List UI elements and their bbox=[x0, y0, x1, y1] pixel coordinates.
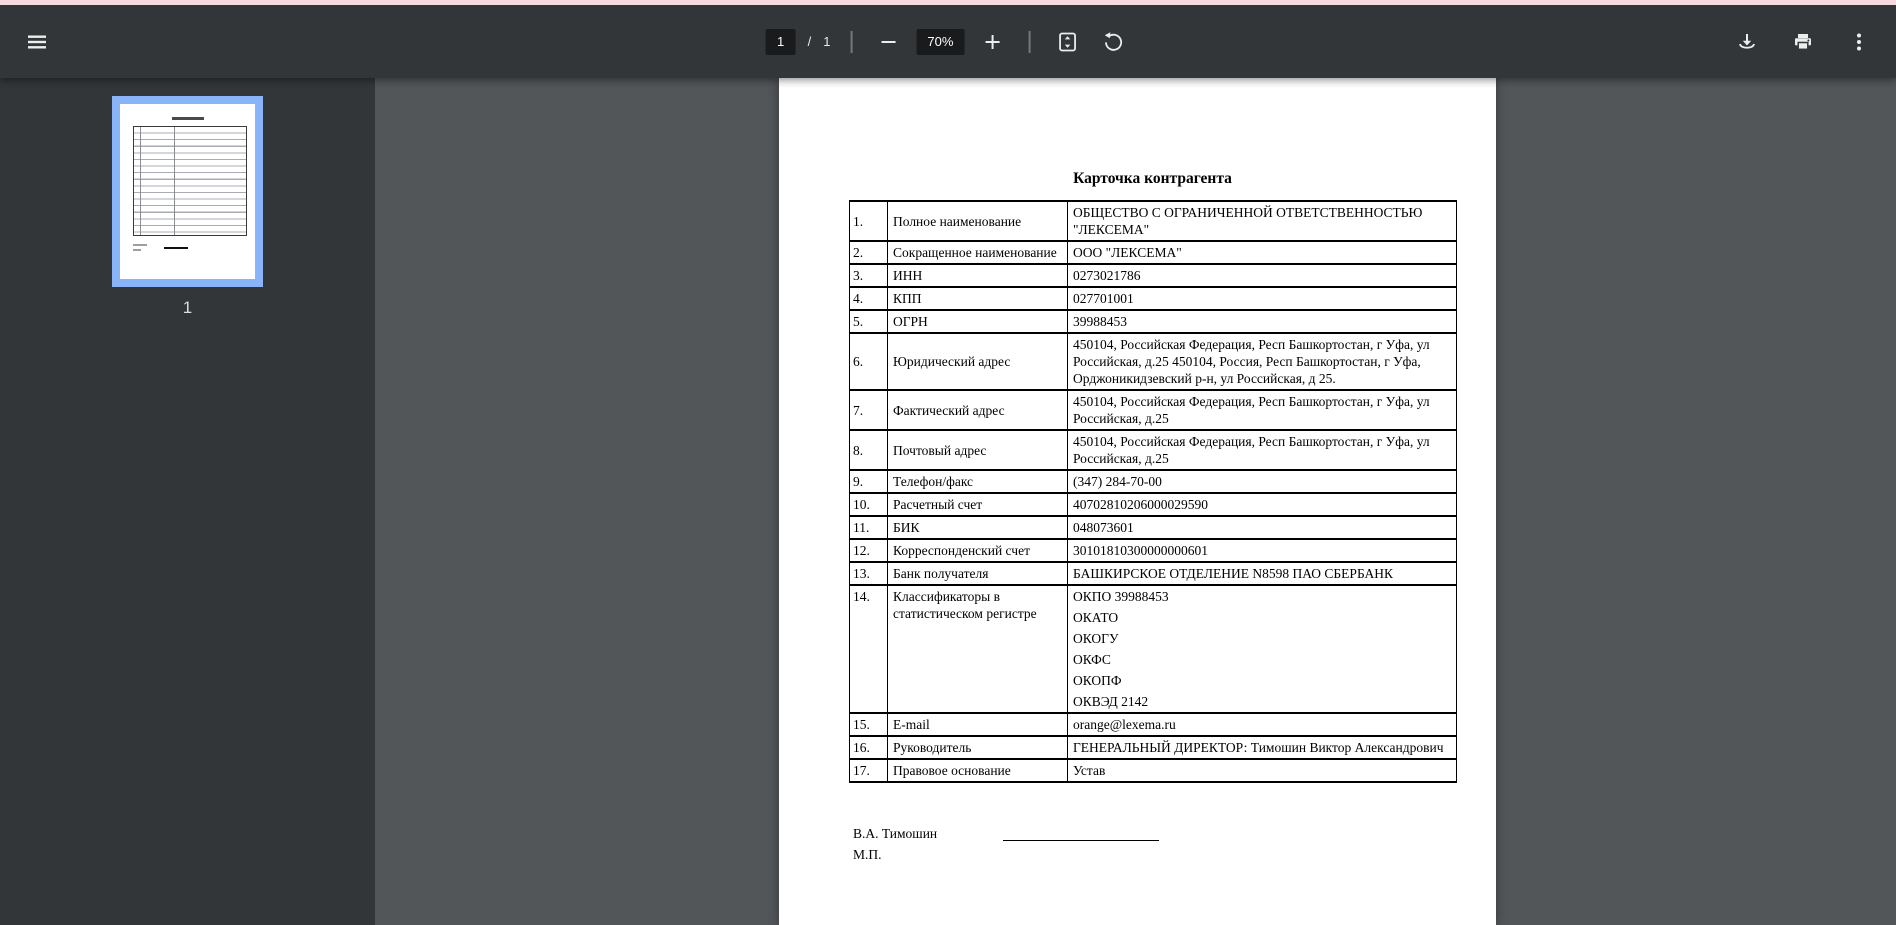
row-number-cell: 16. bbox=[850, 736, 888, 759]
thumbnail-mini-signer bbox=[133, 244, 147, 246]
classifier-line: ОКФС bbox=[1073, 652, 1111, 667]
table-row bbox=[850, 390, 1457, 430]
row-label-cell: Сокращенное наименование bbox=[888, 241, 1068, 264]
row-value-cell: 30101810300000000601 bbox=[1068, 539, 1457, 562]
row-number-cell: 11. bbox=[850, 516, 888, 539]
minus-icon bbox=[878, 32, 898, 52]
toolbar-right-controls bbox=[1730, 25, 1876, 59]
classifier-line: ОКПО 39988453 bbox=[1073, 589, 1169, 604]
document-viewport[interactable] bbox=[375, 78, 1896, 925]
plus-icon bbox=[982, 32, 1002, 52]
row-label-cell: Банк получателя bbox=[888, 562, 1068, 585]
row-label-cell: ИНН bbox=[888, 264, 1068, 287]
row-number-cell: 14. bbox=[850, 585, 888, 713]
rotate-counterclockwise-icon bbox=[1102, 31, 1124, 53]
stamp-abbreviation: М.П. bbox=[853, 847, 882, 862]
download-button[interactable] bbox=[1730, 25, 1764, 59]
fit-to-page-icon bbox=[1056, 31, 1078, 53]
browser-top-strip bbox=[0, 0, 1896, 5]
classifier-line: ОКОПФ bbox=[1073, 673, 1122, 688]
row-value-cell bbox=[1068, 585, 1457, 713]
thumbnail-mini-table bbox=[133, 126, 247, 236]
row-value-cell: 048073601 bbox=[1068, 516, 1457, 539]
classifier-line: ОКОГУ bbox=[1073, 631, 1119, 646]
table-row bbox=[850, 264, 1457, 287]
row-label-cell: Правовое основание bbox=[888, 759, 1068, 782]
table-row bbox=[850, 493, 1457, 516]
row-label-cell: Корреспонденский счет bbox=[888, 539, 1068, 562]
page-divider: / bbox=[807, 34, 812, 49]
table-row bbox=[850, 310, 1457, 333]
row-label-cell: Полное наименование bbox=[888, 201, 1068, 241]
row-label-cell: БИК bbox=[888, 516, 1068, 539]
row-value-cell: orange@lexema.ru bbox=[1068, 713, 1457, 736]
row-value-cell: 39988453 bbox=[1068, 310, 1457, 333]
row-value-cell: 0273021786 bbox=[1068, 264, 1457, 287]
row-value-cell: 027701001 bbox=[1068, 287, 1457, 310]
table-row bbox=[850, 201, 1457, 241]
row-number-cell: 15. bbox=[850, 713, 888, 736]
hamburger-icon bbox=[26, 31, 48, 53]
row-label-cell: Расчетный счет bbox=[888, 493, 1068, 516]
row-number-cell: 5. bbox=[850, 310, 888, 333]
row-number-cell: 1. bbox=[850, 201, 888, 241]
row-number-cell: 3. bbox=[850, 264, 888, 287]
row-value-cell: 450104, Российская Федерация, Респ Башкортостан, г Уфа, ул Российская, д.25 bbox=[1068, 390, 1457, 430]
table-row bbox=[850, 539, 1457, 562]
document-footer bbox=[853, 823, 937, 865]
zoom-in-button[interactable] bbox=[976, 26, 1008, 58]
table-row bbox=[850, 713, 1457, 736]
table-row bbox=[850, 333, 1457, 390]
thumbnail-mini-title bbox=[172, 117, 204, 120]
page-number-input[interactable] bbox=[766, 29, 796, 55]
page-thumbnail[interactable] bbox=[112, 96, 263, 287]
row-value-cell: 450104, Российская Федерация, Респ Башкортостан, г Уфа, ул Российская, д.25 bbox=[1068, 430, 1457, 470]
contractor-table bbox=[849, 200, 1457, 783]
table-row bbox=[850, 516, 1457, 539]
download-icon bbox=[1736, 31, 1758, 53]
zoom-out-button[interactable] bbox=[872, 26, 904, 58]
row-number-cell: 4. bbox=[850, 287, 888, 310]
table-row bbox=[850, 759, 1457, 782]
row-number-cell: 12. bbox=[850, 539, 888, 562]
row-value-cell: (347) 284-70-00 bbox=[1068, 470, 1457, 493]
row-value-cell: БАШКИРСКОЕ ОТДЕЛЕНИЕ N8598 ПАО СБЕРБАНК bbox=[1068, 562, 1457, 585]
thumbnail-mini-signature-line bbox=[164, 247, 188, 249]
row-label-cell: ОГРН bbox=[888, 310, 1068, 333]
row-number-cell: 2. bbox=[850, 241, 888, 264]
print-button[interactable] bbox=[1786, 25, 1820, 59]
classifier-line: ОКВЭД 2142 bbox=[1073, 694, 1149, 709]
row-value-cell: 450104, Российская Федерация, Респ Башкортостан, г Уфа, ул Российская, д.25 450104, Россия, Респ Башкортостан, г Уфа, Орджоникидзевский р-н, ул Российская, д 25. bbox=[1068, 333, 1457, 390]
row-value-cell: ОБЩЕСТВО С ОГРАНИЧЕННОЙ ОТВЕТСТВЕННОСТЬЮ "ЛЕКСЕМА" bbox=[1068, 201, 1457, 241]
row-value-cell: ООО "ЛЕКСЕМА" bbox=[1068, 241, 1457, 264]
print-icon bbox=[1792, 31, 1814, 53]
thumbnail-mini-stamp bbox=[133, 249, 141, 251]
table-row bbox=[850, 430, 1457, 470]
table-row bbox=[850, 287, 1457, 310]
signer-name: В.А. Тимошин bbox=[853, 826, 938, 841]
row-value-cell: 40702810206000029590 bbox=[1068, 493, 1457, 516]
classifier-line: ОКАТО bbox=[1073, 610, 1119, 625]
row-number-cell: 7. bbox=[850, 390, 888, 430]
row-number-cell: 17. bbox=[850, 759, 888, 782]
rotate-button[interactable] bbox=[1096, 25, 1130, 59]
contractor-table-body bbox=[850, 201, 1457, 782]
signature-line bbox=[1003, 840, 1159, 841]
page-count: 1 bbox=[823, 34, 831, 49]
menu-button[interactable] bbox=[20, 25, 54, 59]
row-label-cell: Телефон/факс bbox=[888, 470, 1068, 493]
row-label-cell: Почтовый адрес bbox=[888, 430, 1068, 470]
row-label-cell: Классификаторы в статистическом регистре bbox=[888, 585, 1068, 713]
table-row bbox=[850, 241, 1457, 264]
row-number-cell: 6. bbox=[850, 333, 888, 390]
table-row bbox=[850, 736, 1457, 759]
row-label-cell: Фактический адрес bbox=[888, 390, 1068, 430]
thumbnail-sidebar bbox=[0, 78, 375, 925]
kebab-menu-icon bbox=[1848, 31, 1870, 53]
toolbar-separator bbox=[850, 31, 852, 53]
row-value-cell: ГЕНЕРАЛЬНЫЙ ДИРЕКТОР: Тимошин Виктор Александрович bbox=[1068, 736, 1457, 759]
row-number-cell: 13. bbox=[850, 562, 888, 585]
row-number-cell: 9. bbox=[850, 470, 888, 493]
thumbnail-page-number: 1 bbox=[182, 298, 193, 317]
row-label-cell: Юридический адрес bbox=[888, 333, 1068, 390]
toolbar-center-controls bbox=[766, 25, 1131, 59]
document-title: Карточка контрагента bbox=[1073, 170, 1232, 187]
table-row bbox=[850, 585, 1457, 713]
row-number-cell: 10. bbox=[850, 493, 888, 516]
pdf-toolbar bbox=[0, 5, 1896, 78]
row-value-cell: Устав bbox=[1068, 759, 1457, 782]
table-row bbox=[850, 562, 1457, 585]
table-row bbox=[850, 470, 1457, 493]
row-label-cell: КПП bbox=[888, 287, 1068, 310]
thumbnail-page-preview bbox=[120, 104, 255, 279]
more-options-button[interactable] bbox=[1842, 25, 1876, 59]
toolbar-separator bbox=[1028, 31, 1030, 53]
pdf-page bbox=[779, 78, 1496, 925]
row-label-cell: Руководитель bbox=[888, 736, 1068, 759]
row-label-cell: E-mail bbox=[888, 713, 1068, 736]
fit-to-page-button[interactable] bbox=[1050, 25, 1084, 59]
zoom-level-display[interactable]: 70% bbox=[916, 29, 964, 55]
row-number-cell: 8. bbox=[850, 430, 888, 470]
